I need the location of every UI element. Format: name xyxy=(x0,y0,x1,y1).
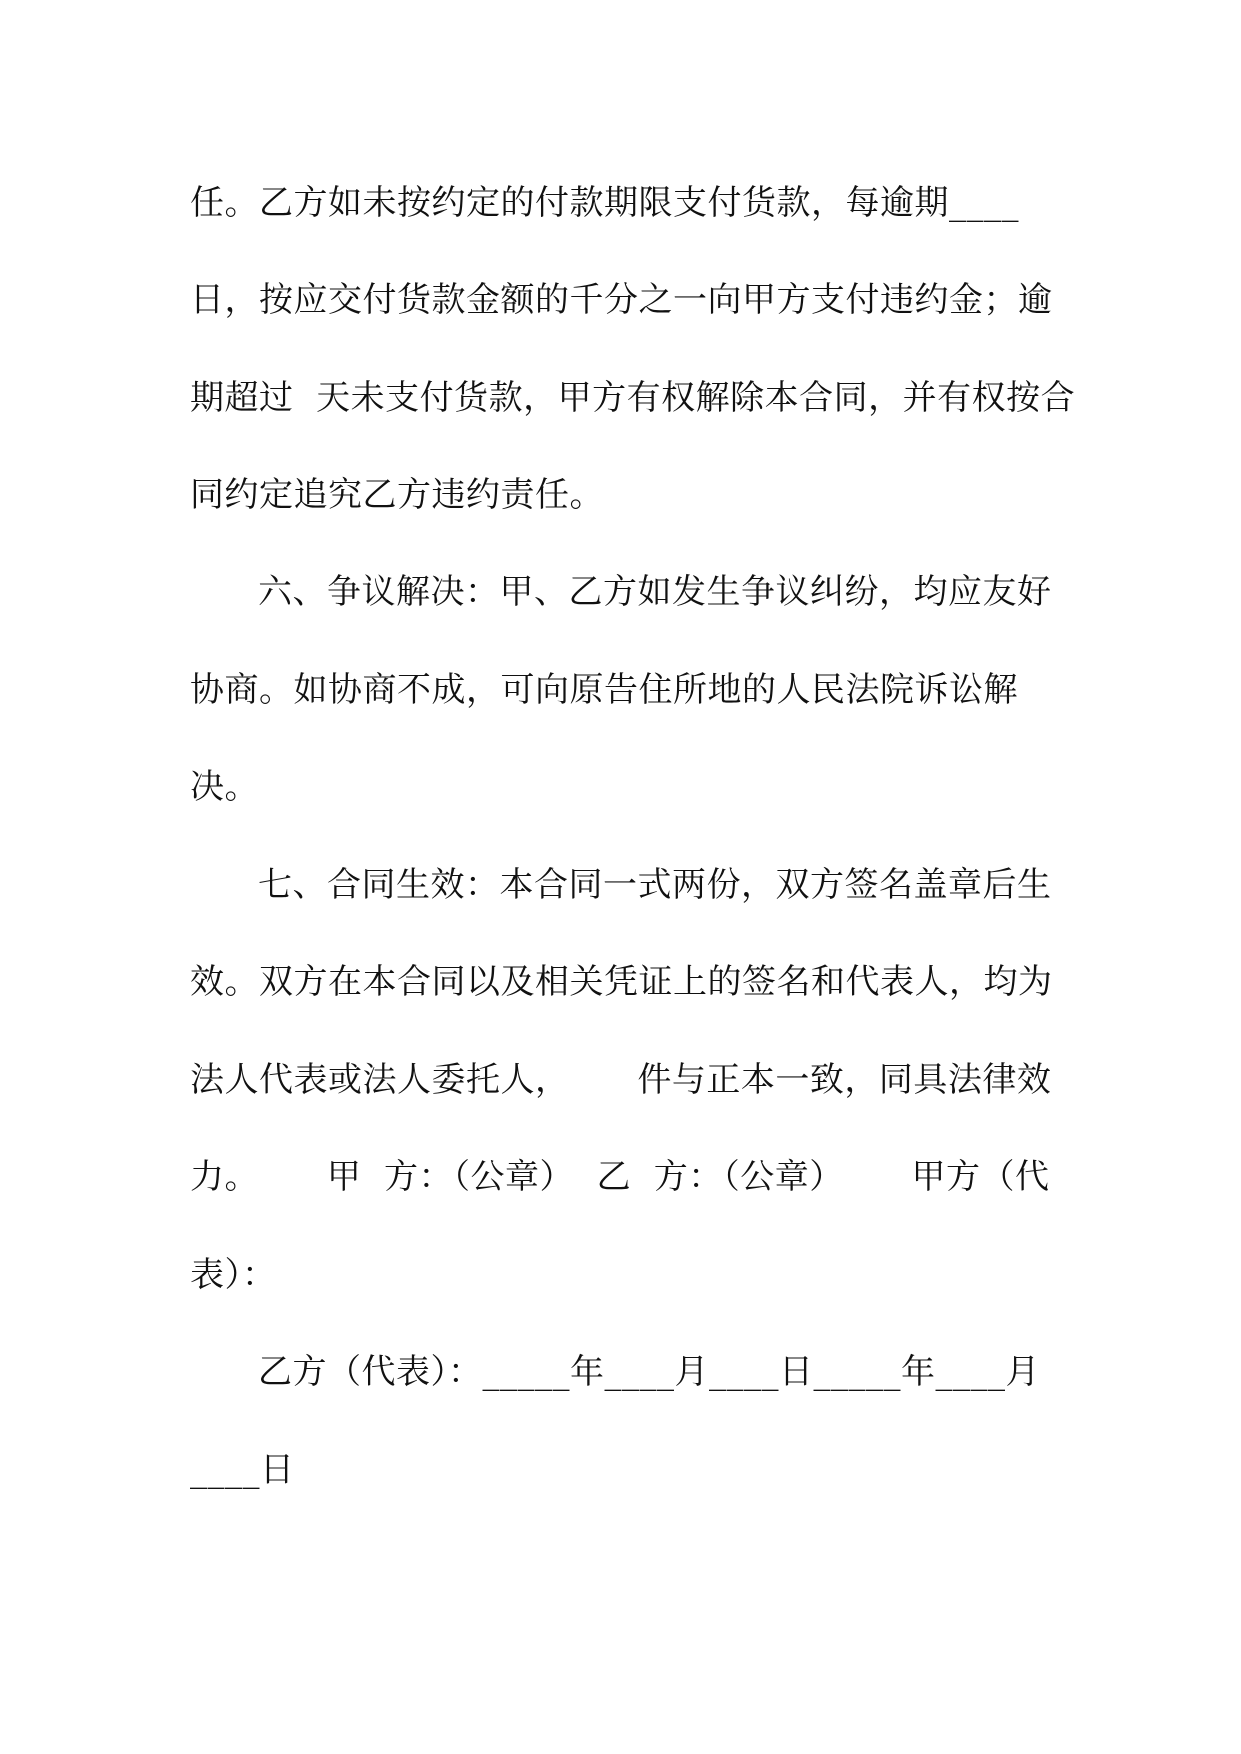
text-line: 决。 xyxy=(190,767,259,807)
text-line: 同约定追究乙方违约责任。 xyxy=(190,475,604,515)
text-line: 日，按应交付货款金额的千分之一向甲方支付违约金；逾 xyxy=(190,280,1053,320)
text-line: 协商。如协商不成，可向原告住所地的人民法院诉讼解 xyxy=(190,670,1018,710)
text-line: 期超过 天未支付货款，甲方有权解除本合同，并有权按合 xyxy=(190,378,1076,418)
signature-seal-line: 力。 甲 方：（公章） 乙 方：（公章） 甲方（代 xyxy=(190,1157,1050,1197)
text-line: 法人代表或法人委托人， 件与正本一致，同具法律效 xyxy=(190,1060,1052,1100)
section-six-heading-line: 六、争议解决：甲、乙方如发生争议纠纷，均应友好 xyxy=(258,572,1052,612)
text-line: 表）： xyxy=(190,1255,277,1295)
text-line: 效。双方在本合同以及相关凭证上的签名和代表人，均为 xyxy=(190,962,1053,1002)
text-line: 任。乙方如未按约定的付款期限支付货款，每逾期____ xyxy=(190,183,1019,223)
date-line: ____日 xyxy=(190,1450,295,1490)
date-line: 乙方（代表）：_____年____月____日_____年____月 xyxy=(258,1352,1040,1392)
section-seven-heading-line: 七、合同生效：本合同一式两份，双方签名盖章后生 xyxy=(258,865,1052,905)
